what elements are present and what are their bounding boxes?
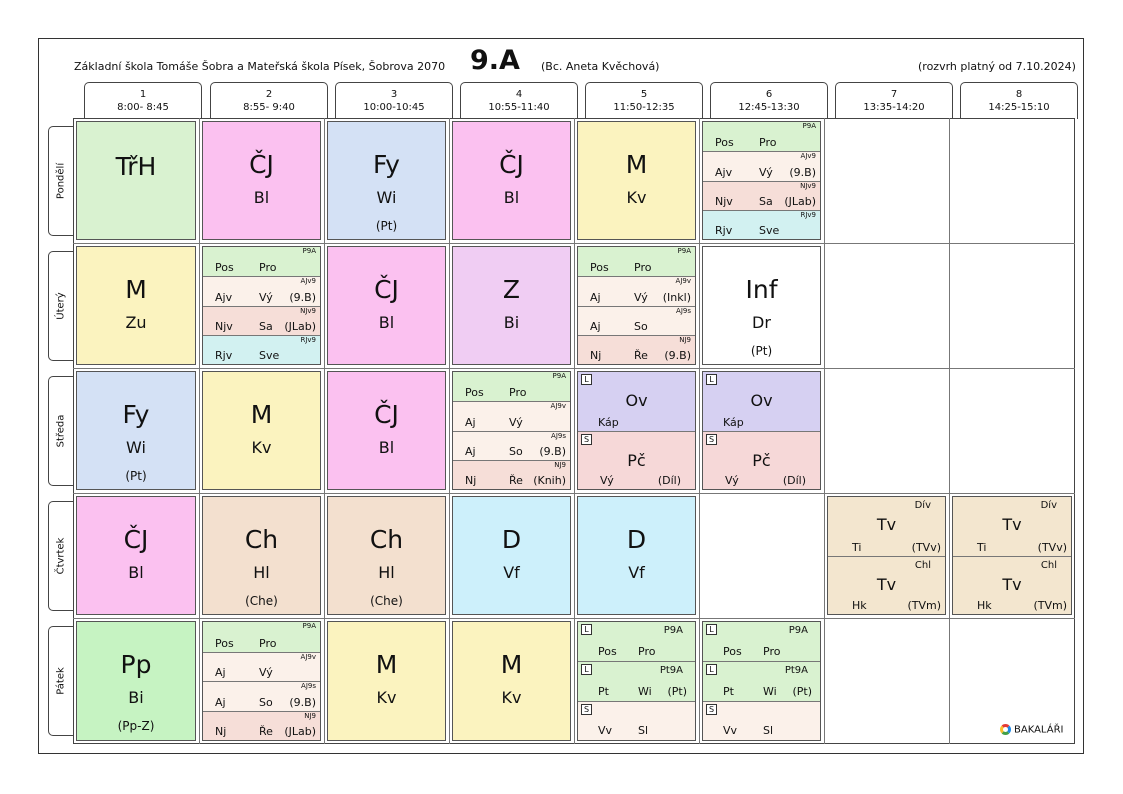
split-lesson-tue-p2[interactable] — [202, 246, 321, 365]
group-code: Pt9A — [784, 665, 808, 677]
grid-line — [324, 118, 325, 744]
subject-name: Pp — [120, 650, 152, 679]
lesson-fri-p1[interactable] — [76, 621, 196, 741]
day-label-mon — [48, 126, 73, 236]
group-code: P9A — [788, 625, 808, 636]
lesson-wed-p2[interactable] — [202, 371, 321, 490]
teacher-abbr: Ti — [852, 540, 862, 554]
teacher-abbr: Vý — [259, 290, 273, 304]
teacher-abbr: Káp — [723, 415, 744, 429]
subject-name: Tv — [876, 515, 897, 534]
lesson-tue-p4[interactable] — [452, 246, 571, 365]
group-code: AJ9s — [676, 306, 691, 315]
group-row — [578, 661, 695, 700]
teacher-abbr: Bi — [503, 313, 520, 332]
period-number: 5 — [640, 89, 648, 100]
teacher-abbr: Wi — [376, 188, 397, 207]
subject-name: Fy — [373, 150, 400, 179]
lesson-fri-p4[interactable] — [452, 621, 571, 741]
group-row — [578, 276, 695, 305]
day-name: Pátek — [55, 667, 67, 695]
grid-line — [73, 368, 1075, 369]
subject-abbr: Aj — [465, 415, 476, 429]
subject-name: M — [125, 275, 147, 304]
room-name: (Pt) — [667, 684, 687, 698]
teacher-abbr: Sve — [259, 349, 280, 362]
room-name: (Pt) — [792, 684, 812, 698]
half-lesson — [578, 372, 695, 431]
teacher-abbr: Kv — [626, 188, 647, 207]
subject-name: ČJ — [374, 275, 399, 304]
half-lesson — [703, 372, 820, 431]
subject-name: TřH — [115, 152, 157, 181]
split-lesson-wed-p6[interactable] — [702, 371, 821, 490]
teacher-abbr: Vý — [509, 415, 523, 429]
group-row — [203, 652, 320, 682]
teacher-abbr: Vf — [503, 563, 520, 582]
bakalari-logo — [1000, 724, 1063, 736]
group-code: Chl — [914, 559, 931, 571]
semester-marker: L — [581, 374, 592, 385]
subject-name: Pč — [627, 450, 646, 470]
day-label-fri — [48, 626, 73, 736]
teacher-abbr: Ře — [634, 349, 648, 362]
lesson-thu-p4[interactable] — [452, 496, 571, 615]
subject-abbr: Aj — [215, 695, 226, 709]
lesson-thu-p3[interactable] — [327, 496, 446, 615]
teacher-abbr: Káp — [598, 415, 619, 429]
lesson-mon-p3[interactable] — [327, 121, 446, 240]
period-header-7 — [835, 82, 953, 119]
group-row — [203, 306, 320, 335]
teacher-abbr: So — [259, 695, 273, 709]
lesson-tue-p3[interactable] — [327, 246, 446, 365]
group-code: NJ9 — [554, 460, 566, 469]
teacher-abbr: Dr — [752, 313, 771, 332]
room-name: (TVv) — [1037, 540, 1067, 554]
half-lesson — [578, 431, 695, 490]
period-header-2 — [210, 82, 328, 119]
room-name: (Pt) — [125, 469, 147, 483]
room-name: (Pt) — [375, 219, 398, 233]
teacher-abbr: Ti — [977, 540, 987, 554]
teacher-abbr: Bl — [253, 188, 270, 207]
subject-abbr: Pos — [465, 386, 484, 400]
teacher-abbr: Kv — [251, 438, 272, 457]
subject-name: D — [626, 525, 647, 554]
group-code: RJv9 — [800, 210, 816, 219]
group-row — [203, 681, 320, 711]
class-name: 9.A — [470, 45, 520, 76]
lesson-tue-p1[interactable] — [76, 246, 196, 365]
subject-abbr: Nj — [215, 725, 227, 738]
group-row — [578, 622, 695, 661]
teacher-abbr: Kv — [376, 688, 397, 707]
subject-abbr: Pos — [215, 261, 234, 275]
group-code: P9A — [302, 622, 316, 630]
validity-note: (rozvrh platný od 7.10.2024) — [918, 60, 1076, 73]
group-code: NJ9 — [679, 335, 691, 344]
group-row — [703, 622, 820, 661]
teacher-abbr: Pro — [638, 645, 656, 659]
subject-abbr: Njv — [215, 319, 233, 333]
teacher-abbr: Sl — [763, 723, 774, 737]
period-number: 7 — [890, 89, 898, 100]
grid-line — [574, 118, 575, 744]
room-name: (Díl) — [657, 474, 681, 487]
teacher-abbr: Kv — [501, 688, 522, 707]
teacher-abbr: Ře — [259, 725, 273, 738]
split-lesson-wed-p4[interactable] — [452, 371, 571, 490]
group-code: NJv9 — [800, 181, 816, 190]
subject-name: Ov — [625, 391, 648, 410]
subject-name: ČJ — [249, 150, 274, 179]
subject-abbr: Pos — [590, 261, 609, 275]
half-lesson — [703, 431, 820, 490]
semester-marker: L — [706, 664, 717, 675]
room-name: (TVm) — [1033, 599, 1067, 612]
room-name: (Pt) — [750, 344, 773, 358]
period-number: 2 — [265, 89, 273, 100]
teacher-abbr: Hk — [977, 599, 992, 612]
period-header-3 — [335, 82, 453, 119]
split-lesson-thu-p7[interactable] — [827, 496, 946, 615]
period-number: 1 — [139, 89, 147, 100]
group-row — [703, 151, 820, 180]
room-name: (9.B) — [664, 349, 691, 362]
subject-abbr: Pos — [215, 636, 234, 650]
group-row — [453, 372, 570, 401]
teacher-abbr: Bl — [503, 188, 520, 207]
group-code: AJ9s — [301, 682, 316, 690]
subject-abbr: Rjv — [715, 224, 733, 237]
half-lesson — [828, 556, 945, 615]
period-time: 10:55-11:40 — [488, 102, 550, 113]
teacher-abbr: Hl — [253, 563, 270, 582]
group-row — [703, 701, 820, 740]
group-row — [203, 622, 320, 652]
split-lesson-tue-p5[interactable] — [577, 246, 696, 365]
grid-line — [199, 118, 200, 744]
room-name: (9.B) — [289, 695, 316, 709]
semester-marker: S — [581, 434, 592, 445]
subject-abbr: Njv — [715, 194, 733, 208]
group-row — [453, 460, 570, 489]
subject-abbr: Nj — [590, 349, 602, 362]
subject-name: ČJ — [123, 525, 149, 554]
half-lesson — [953, 556, 1071, 615]
period-number: 6 — [765, 89, 773, 100]
subject-name: Ch — [369, 525, 404, 554]
lesson-mon-p1[interactable] — [76, 121, 196, 240]
teacher-abbr: Bl — [378, 438, 395, 457]
teacher-abbr: Sa — [259, 319, 273, 333]
subject-abbr: Pos — [598, 645, 617, 659]
subject-abbr: Ajv — [715, 165, 733, 179]
day-name: Čtvrtek — [55, 537, 67, 575]
subject-name: D — [501, 525, 522, 554]
half-lesson — [953, 497, 1071, 556]
subject-abbr: Aj — [215, 666, 226, 679]
teacher-abbr: Pro — [509, 386, 527, 400]
grid-line — [73, 618, 1075, 619]
teacher-abbr: Sve — [759, 224, 780, 237]
group-row — [578, 701, 695, 740]
subject-name: Fy — [122, 400, 150, 429]
subject-name: M — [500, 650, 523, 679]
subject-name: Pč — [752, 450, 771, 470]
group-code: Dív — [914, 500, 931, 511]
subject-name: M — [250, 400, 273, 429]
teacher-abbr: Hk — [852, 599, 867, 612]
teacher-abbr: Hl — [378, 563, 395, 582]
subject-abbr: Pt — [598, 684, 609, 698]
teacher-abbr: Pro — [763, 645, 781, 659]
day-label-wed — [48, 376, 73, 486]
semester-marker: L — [581, 624, 592, 635]
subject-name: Tv — [1002, 574, 1022, 594]
lesson-thu-p5[interactable] — [577, 496, 696, 615]
subject-name: Ov — [750, 391, 773, 410]
teacher-abbr: So — [509, 444, 523, 458]
grid-line — [73, 493, 1075, 494]
period-header-6 — [710, 82, 828, 119]
subject-name: ČJ — [374, 400, 399, 429]
semester-marker: S — [706, 434, 717, 445]
period-time: 8:00- 8:45 — [117, 102, 169, 113]
lesson-wed-p1[interactable] — [76, 371, 196, 490]
day-label-thu — [48, 501, 73, 611]
room-name: (TVv) — [911, 540, 941, 554]
group-code: P9A — [677, 247, 691, 255]
group-code: Chl — [1040, 559, 1057, 571]
semester-marker: L — [706, 624, 717, 635]
group-row — [203, 247, 320, 276]
lesson-fri-p3[interactable] — [327, 621, 446, 741]
group-code: NJ9 — [304, 711, 316, 720]
room-name: (Pp-Z) — [117, 719, 155, 733]
group-code: AJ9v — [675, 277, 691, 286]
teacher-abbr: Sl — [638, 723, 649, 737]
grid-line — [699, 118, 700, 744]
semester-marker: S — [706, 704, 717, 715]
teacher-abbr: Pro — [634, 261, 652, 275]
period-header-5 — [585, 82, 703, 119]
room-name: (Knih) — [533, 474, 566, 487]
grid-line — [824, 118, 825, 744]
teacher-abbr: Vf — [628, 563, 645, 582]
class-teacher: (Bc. Aneta Kvěchová) — [541, 60, 660, 73]
group-row — [703, 122, 820, 151]
group-row — [578, 247, 695, 276]
subject-abbr: Rjv — [215, 349, 233, 362]
room-name: (TVm) — [907, 599, 941, 612]
grid-line — [449, 118, 450, 744]
subject-name: Inf — [745, 275, 778, 304]
lesson-tue-p6[interactable] — [702, 246, 821, 365]
teacher-abbr: Vý — [759, 165, 773, 179]
room-name: (Díl) — [782, 474, 806, 487]
subject-abbr: Nj — [465, 474, 477, 487]
split-lesson-wed-p5[interactable] — [577, 371, 696, 490]
teacher-abbr: Wi — [763, 684, 777, 698]
period-header-8 — [960, 82, 1078, 119]
group-code: RJv9 — [300, 335, 316, 344]
semester-marker: L — [706, 374, 717, 385]
period-number: 8 — [1015, 89, 1023, 100]
teacher-abbr: Vý — [725, 474, 739, 487]
group-code: AJ9s — [551, 431, 566, 440]
subject-name: Tv — [1002, 515, 1022, 534]
room-name: (9.B) — [789, 165, 816, 179]
lesson-wed-p3[interactable] — [327, 371, 446, 490]
group-row — [578, 306, 695, 335]
day-name: Pondělí — [55, 162, 67, 200]
period-time: 12:45-13:30 — [738, 102, 800, 113]
teacher-abbr: Pro — [759, 136, 777, 150]
school-name: Základní škola Tomáše Šobra a Mateřská škola Písek, Šobrova 2070 — [74, 60, 446, 73]
group-code: P9A — [302, 247, 316, 255]
group-row — [203, 711, 320, 741]
group-code: AJv9 — [800, 152, 816, 161]
bakalari-logo-icon — [1000, 724, 1011, 735]
group-code: P9A — [552, 372, 566, 380]
split-lesson-mon-p6[interactable] — [702, 121, 821, 240]
group-code: AJ9v — [300, 652, 316, 661]
group-code: AJ9v — [550, 402, 566, 411]
teacher-abbr: Sa — [759, 194, 773, 208]
lesson-mon-p4[interactable] — [452, 121, 571, 240]
teacher-abbr: Pro — [259, 261, 277, 275]
lesson-thu-p2[interactable] — [202, 496, 321, 615]
split-lesson-fri-p2[interactable] — [202, 621, 321, 741]
room-name: (JLab) — [284, 319, 316, 333]
room-name: (JLab) — [784, 194, 816, 208]
group-row — [703, 661, 820, 700]
semester-marker: S — [581, 704, 592, 715]
group-row — [703, 181, 820, 210]
group-row — [203, 335, 320, 364]
period-time: 14:25-15:10 — [988, 102, 1050, 113]
teacher-abbr: Wi — [638, 684, 652, 698]
split-lesson-fri-p6[interactable] — [702, 621, 821, 741]
subject-abbr: Pos — [715, 136, 734, 150]
period-time: 13:35-14:20 — [863, 102, 925, 113]
group-code: NJv9 — [300, 306, 316, 315]
group-code: AJv9 — [300, 277, 316, 286]
subject-abbr: Vv — [598, 723, 613, 737]
subject-abbr: Ajv — [215, 290, 233, 304]
grid-line — [949, 118, 950, 744]
day-label-tue — [48, 251, 73, 361]
grid-line — [73, 243, 1075, 244]
semester-marker: L — [581, 664, 592, 675]
brand-name: BAKALÁŘI — [1014, 724, 1064, 736]
subject-abbr: Aj — [590, 290, 601, 304]
group-code: P9A — [663, 625, 683, 636]
teacher-abbr: Vý — [634, 290, 648, 304]
teacher-abbr: Bi — [128, 688, 144, 707]
split-lesson-thu-p8[interactable] — [952, 496, 1072, 615]
period-number: 4 — [515, 89, 523, 100]
period-header-1 — [84, 82, 202, 119]
subject-name: ČJ — [499, 150, 524, 179]
subject-name: Tv — [876, 574, 897, 594]
subject-name: Z — [502, 275, 521, 304]
teacher-abbr: Wi — [126, 438, 146, 457]
room-name: (JLab) — [284, 725, 316, 738]
teacher-abbr: Pro — [259, 636, 277, 650]
room-name: (Che) — [370, 594, 403, 608]
period-time: 10:00-10:45 — [363, 102, 425, 113]
room-name: (Inkl) — [662, 290, 691, 304]
teacher-abbr: Vý — [259, 666, 273, 679]
teacher-abbr: Vý — [600, 474, 614, 487]
day-name: Úterý — [55, 292, 67, 320]
subject-abbr: Pt — [723, 684, 734, 698]
room-name: (9.B) — [539, 444, 566, 458]
group-row — [578, 335, 695, 364]
room-name: (Che) — [245, 594, 278, 608]
period-time: 11:50-12:35 — [613, 102, 675, 113]
subject-abbr: Aj — [465, 444, 476, 458]
split-lesson-fri-p5[interactable] — [577, 621, 696, 741]
lesson-thu-p1[interactable] — [76, 496, 196, 615]
teacher-abbr: Ře — [509, 474, 523, 487]
group-code: Pt9A — [659, 665, 683, 677]
room-name: (9.B) — [289, 290, 316, 304]
subject-name: Ch — [244, 525, 279, 554]
day-name: Středa — [55, 414, 67, 448]
lesson-mon-p2[interactable] — [202, 121, 321, 240]
lesson-mon-p5[interactable] — [577, 121, 696, 240]
teacher-abbr: So — [634, 319, 648, 333]
subject-abbr: Aj — [590, 319, 601, 333]
subject-name: M — [375, 650, 398, 679]
period-time: 8:55- 9:40 — [243, 102, 295, 113]
group-row — [453, 401, 570, 430]
half-lesson — [828, 497, 945, 556]
group-row — [453, 431, 570, 460]
period-header-4 — [460, 82, 578, 119]
subject-abbr: Pos — [723, 645, 742, 659]
group-code: Dív — [1040, 500, 1057, 511]
teacher-abbr: Bl — [128, 563, 144, 582]
group-row — [703, 210, 820, 239]
period-number: 3 — [390, 89, 398, 100]
subject-abbr: Vv — [723, 723, 738, 737]
subject-name: M — [625, 150, 648, 179]
teacher-abbr: Zu — [125, 313, 147, 332]
group-row — [203, 276, 320, 305]
teacher-abbr: Bl — [378, 313, 395, 332]
group-code: P9A — [802, 122, 816, 130]
